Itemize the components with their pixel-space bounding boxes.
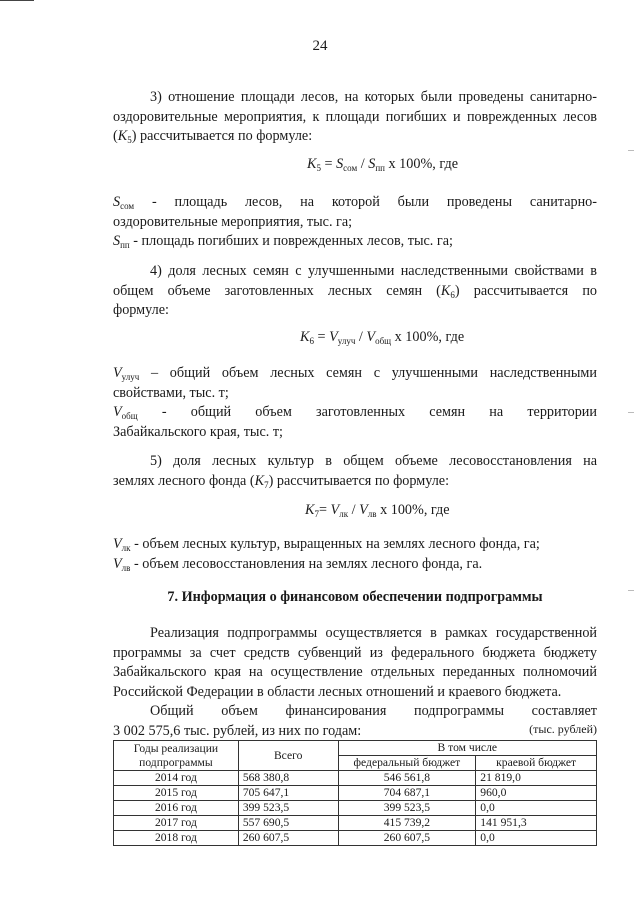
cell-federal: 260 607,5 (338, 831, 476, 846)
item5-definitions (113, 535, 597, 574)
formula-k5: $K_5 = S_{сом} / S_{пп}$ x 100%, где (307, 156, 458, 173)
item4-paragraph (113, 262, 597, 321)
table-row (114, 786, 597, 801)
section-heading: 7. Информация о финансовом обеспечении подпрограммы (167, 589, 543, 605)
cell-year: 2014 год (114, 771, 239, 786)
financing-table (113, 740, 597, 846)
margin-mark (628, 590, 634, 591)
total-line-1: Общий объем финансирования подпрограммы составляет (150, 703, 597, 720)
top-edge-line (0, 0, 34, 1)
header-regional: краевой бюджет (476, 756, 597, 771)
cell-year: 2015 год (114, 786, 239, 801)
page-number: 24 (312, 38, 328, 54)
section7-line-4: Российской Федерации в области лесных отношений и краевого бюджета. (113, 683, 562, 700)
item3-line-2: оздоровительные мероприятия, к площади погибших и поврежденных лесов (113, 108, 597, 125)
cell-regional: 960,0 (476, 786, 597, 801)
header-years: Годы реализации подпрограммы (114, 741, 239, 771)
def-v-lk: $V_{лк}$ - объем лесных культур, выращенных на землях лесного фонда, га; (113, 536, 540, 553)
cell-total: 399 523,5 (238, 801, 338, 816)
table-row (114, 816, 597, 831)
item5-paragraph (113, 452, 597, 491)
cell-total: 260 607,5 (238, 831, 338, 846)
item4-line-1: 4) доля лесных семян с улучшенными наследственными свойствами в (150, 263, 597, 279)
cell-year: 2016 год (114, 801, 239, 816)
item4-definitions (113, 364, 597, 442)
header-including: В том числе (338, 741, 596, 756)
cell-total: 568 380,8 (238, 771, 338, 786)
item4-line-3: формуле: (113, 302, 169, 319)
item5-line-1: 5) доля лесных культур в общем объеме лесовосстановления на (150, 453, 597, 469)
item4-line-2: общем объеме заготовленных лесных семян $(K_6)$ рассчитывается по (113, 282, 598, 300)
cell-federal: 415 739,2 (338, 816, 476, 831)
cell-federal: 704 687,1 (338, 786, 476, 801)
formula-k6: $K_6 = V_{улуч} / V_{общ}$ x 100%, где (300, 329, 465, 346)
def-v-obsch-line-1: $V_{общ}$ - общий объем заготовленных семян на территории (113, 404, 597, 422)
cell-regional: 21 819,0 (476, 771, 597, 786)
table-row (114, 831, 597, 846)
def-v-uluch-line-1: $V_{улуч}$ – общий объем лесных семян с улучшенными наследственными (113, 365, 597, 382)
section7-line-3: Забайкальского края на осуществление отдельных переданных полномочий (113, 664, 597, 681)
item3-paragraph (113, 88, 597, 147)
cell-regional: 141 951,3 (476, 816, 597, 831)
total-line-2: 3 002 575,6 тыс. рублей, из них по годам: (113, 722, 362, 739)
table-header-row (114, 741, 597, 756)
item3-line-1: 3) отношение площади лесов, на которых были проведены санитарно- (150, 89, 597, 105)
table-row (114, 801, 597, 816)
def-s-som-line-2: оздоровительные мероприятия, тыс. га; (113, 213, 353, 230)
header-federal: федеральный бюджет (338, 756, 476, 771)
table-unit: (тыс. рублей) (529, 722, 597, 736)
section7-line-2: программы за счет средств субвенций из федерального бюджета бюджету (113, 644, 597, 661)
cell-total: 705 647,1 (238, 786, 338, 801)
section7-line-1: Реализация подпрограммы осуществляется в рамках государственной (150, 625, 597, 641)
formula-k7: $K_7= V_{лк} / V_{лв}$ x 100%, где (305, 502, 450, 519)
table-row (114, 771, 597, 786)
header-total: Всего (238, 741, 338, 771)
cell-federal: 399 523,5 (338, 801, 476, 816)
cell-regional: 0,0 (476, 801, 597, 816)
cell-total: 557 690,5 (238, 816, 338, 831)
def-s-pp: $S_{пп}$ - площадь погибших и поврежденных лесов, тыс. га; (113, 233, 453, 251)
cell-federal: 546 561,8 (338, 771, 476, 786)
margin-mark (628, 150, 634, 151)
item3-line-3: $(K_5)$ рассчитывается по формуле: (113, 128, 313, 146)
def-v-lv: $V_{лв}$ - объем лесовосстановления на землях лесного фонда, га. (113, 555, 483, 573)
def-v-obsch-line-2: Забайкальского края, тыс. т; (113, 423, 283, 440)
cell-year: 2017 год (114, 816, 239, 831)
def-v-uluch-line-2: свойствами, тыс. т; (113, 384, 229, 401)
def-s-som-line-1: $S_{сом}$ - площадь лесов, на которой были проведены санитарно- (113, 194, 597, 211)
cell-regional: 0,0 (476, 831, 597, 846)
cell-year: 2018 год (114, 831, 239, 846)
item5-line-2: землях лесного фонда $(K_7)$ рассчитывается по формуле: (113, 472, 450, 490)
margin-mark (628, 412, 634, 413)
item3-definitions (113, 193, 597, 252)
